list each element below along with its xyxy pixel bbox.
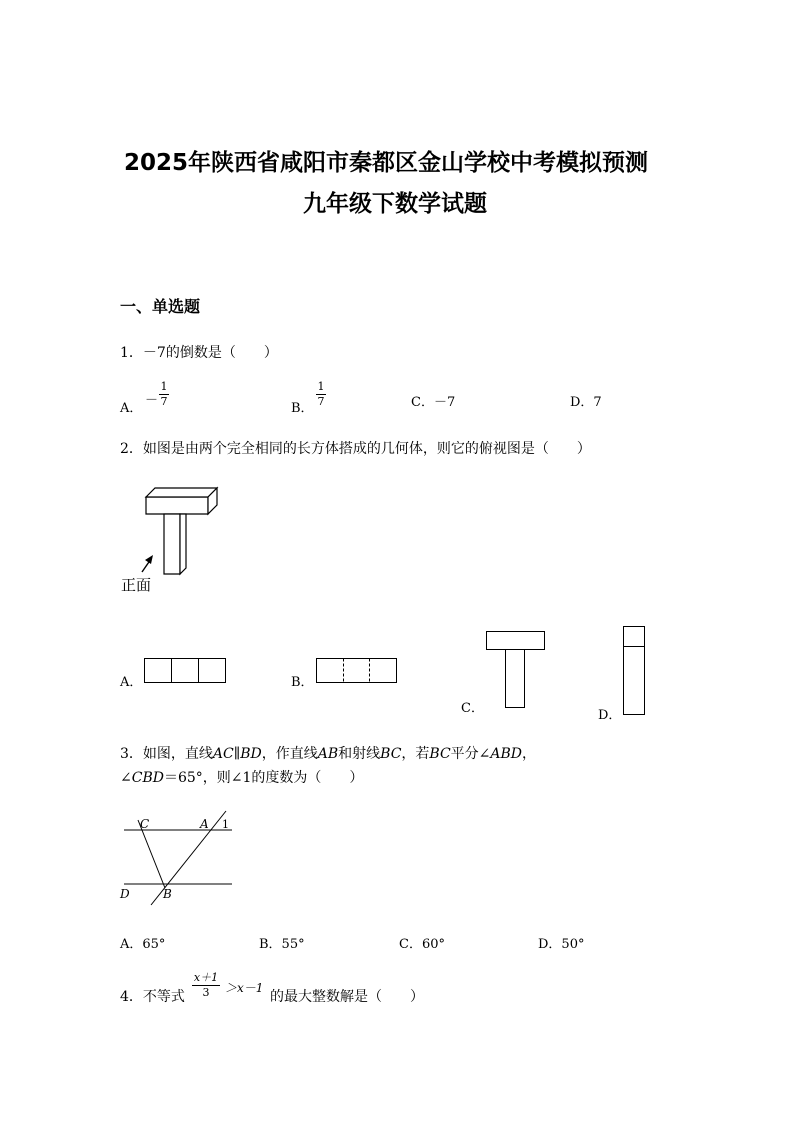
q2-option-b-label: B． (291, 675, 314, 690)
q1-option-a-sign: － (145, 393, 159, 408)
q4-fraction (192, 972, 220, 999)
q3-line1-part-c: ，作直线 (261, 746, 318, 762)
question-3-line2 (120, 767, 363, 787)
q4-fraction-denominator: 3 (202, 986, 210, 999)
section-heading-single-choice: 一、单选题 (120, 297, 201, 316)
question-4-stem-end: 的最大整数解是（ ） (270, 989, 424, 1005)
q2-front-label: 正面 (121, 576, 152, 594)
q3-line1-part-i: 平分∠ (450, 746, 491, 762)
question-4-stem-start: 4．不等式 (120, 989, 185, 1005)
q3-line2-angle: ∠ (120, 770, 132, 786)
q3-option-d: D．50° (538, 937, 585, 952)
q2-solid-figure (140, 485, 250, 585)
label-b: B (163, 887, 172, 901)
option-c-stem (506, 650, 525, 708)
q2-option-d-label: D． (598, 708, 622, 723)
q3-math-bc: BC (380, 746, 402, 762)
q3-line2-rest: ＝65°，则∠1的度数为（ ） (163, 770, 364, 786)
q4-inequality-rhs: ＞x－1 (225, 981, 264, 995)
q1-option-a-denominator: 7 (160, 395, 168, 408)
q3-math-ab: AB (317, 746, 339, 762)
q3-line1-part-k: ， (522, 746, 537, 762)
q3-math-abd: ABD (490, 746, 523, 762)
page-title-line2: 九年级下数学试题 (303, 191, 487, 217)
q1-option-a-numerator: 1 (160, 380, 168, 393)
option-b-outline (317, 659, 397, 683)
q2-option-a-label: A． (120, 675, 143, 690)
q1-option-b-label: B． (291, 401, 314, 416)
q2-option-b-figure (316, 658, 398, 684)
q2-option-a-figure (144, 658, 226, 684)
q3-math-bc-2: BC (429, 746, 451, 762)
vertical-box-front (164, 514, 180, 574)
q4-fraction-numerator: x＋1 (193, 971, 219, 984)
q1-option-b-fraction (316, 381, 326, 408)
q3-line1-part-a: 3．如图，直线 (120, 746, 213, 762)
option-d-outline (624, 627, 645, 715)
q3-line1-part-e: 和射线 (338, 746, 381, 762)
top-box-front (146, 497, 208, 514)
q3-option-c: C．60° (399, 937, 445, 952)
label-a: A (200, 817, 209, 831)
question-2-stem: 2．如图是由两个完全相同的长方体搭成的几何体，则它的俯视图是（ ） (120, 441, 591, 457)
q2-option-c-label: C． (461, 701, 484, 716)
q2-option-d-figure (623, 626, 647, 716)
label-c: C (140, 817, 150, 831)
q3-math-cbd: CBD (131, 770, 164, 786)
q3-option-a: A．65° (120, 937, 166, 952)
q1-option-c: C．－7 (411, 395, 456, 410)
label-1: 1 (222, 818, 229, 831)
option-a-outline (145, 659, 226, 683)
question-3-line1 (120, 743, 536, 763)
q3-math-ac-parallel-bd: AC∥BD (212, 746, 262, 762)
top-box-top (146, 488, 217, 497)
q3-option-b: B．55° (259, 937, 305, 952)
q1-option-a-label: A． (120, 401, 143, 416)
front-arrow-head (145, 555, 153, 564)
q1-option-b-numerator: 1 (317, 380, 325, 393)
option-c-top-bar (487, 632, 545, 650)
q3-line1-part-g: ，若 (401, 746, 430, 762)
q2-option-c-figure (486, 631, 548, 711)
q1-option-b-denominator: 7 (317, 395, 325, 408)
question-1-stem: 1．－7的倒数是（ ） (120, 345, 278, 361)
page-title-line1: 2025年陕西省咸阳市秦都区金山学校中考模拟预测 (124, 150, 649, 176)
q1-option-a-fraction (159, 381, 169, 408)
q3-geometry-figure (118, 808, 248, 908)
label-d: D (120, 887, 130, 901)
q1-option-d: D．7 (570, 395, 602, 410)
vertical-box-side (180, 514, 186, 574)
